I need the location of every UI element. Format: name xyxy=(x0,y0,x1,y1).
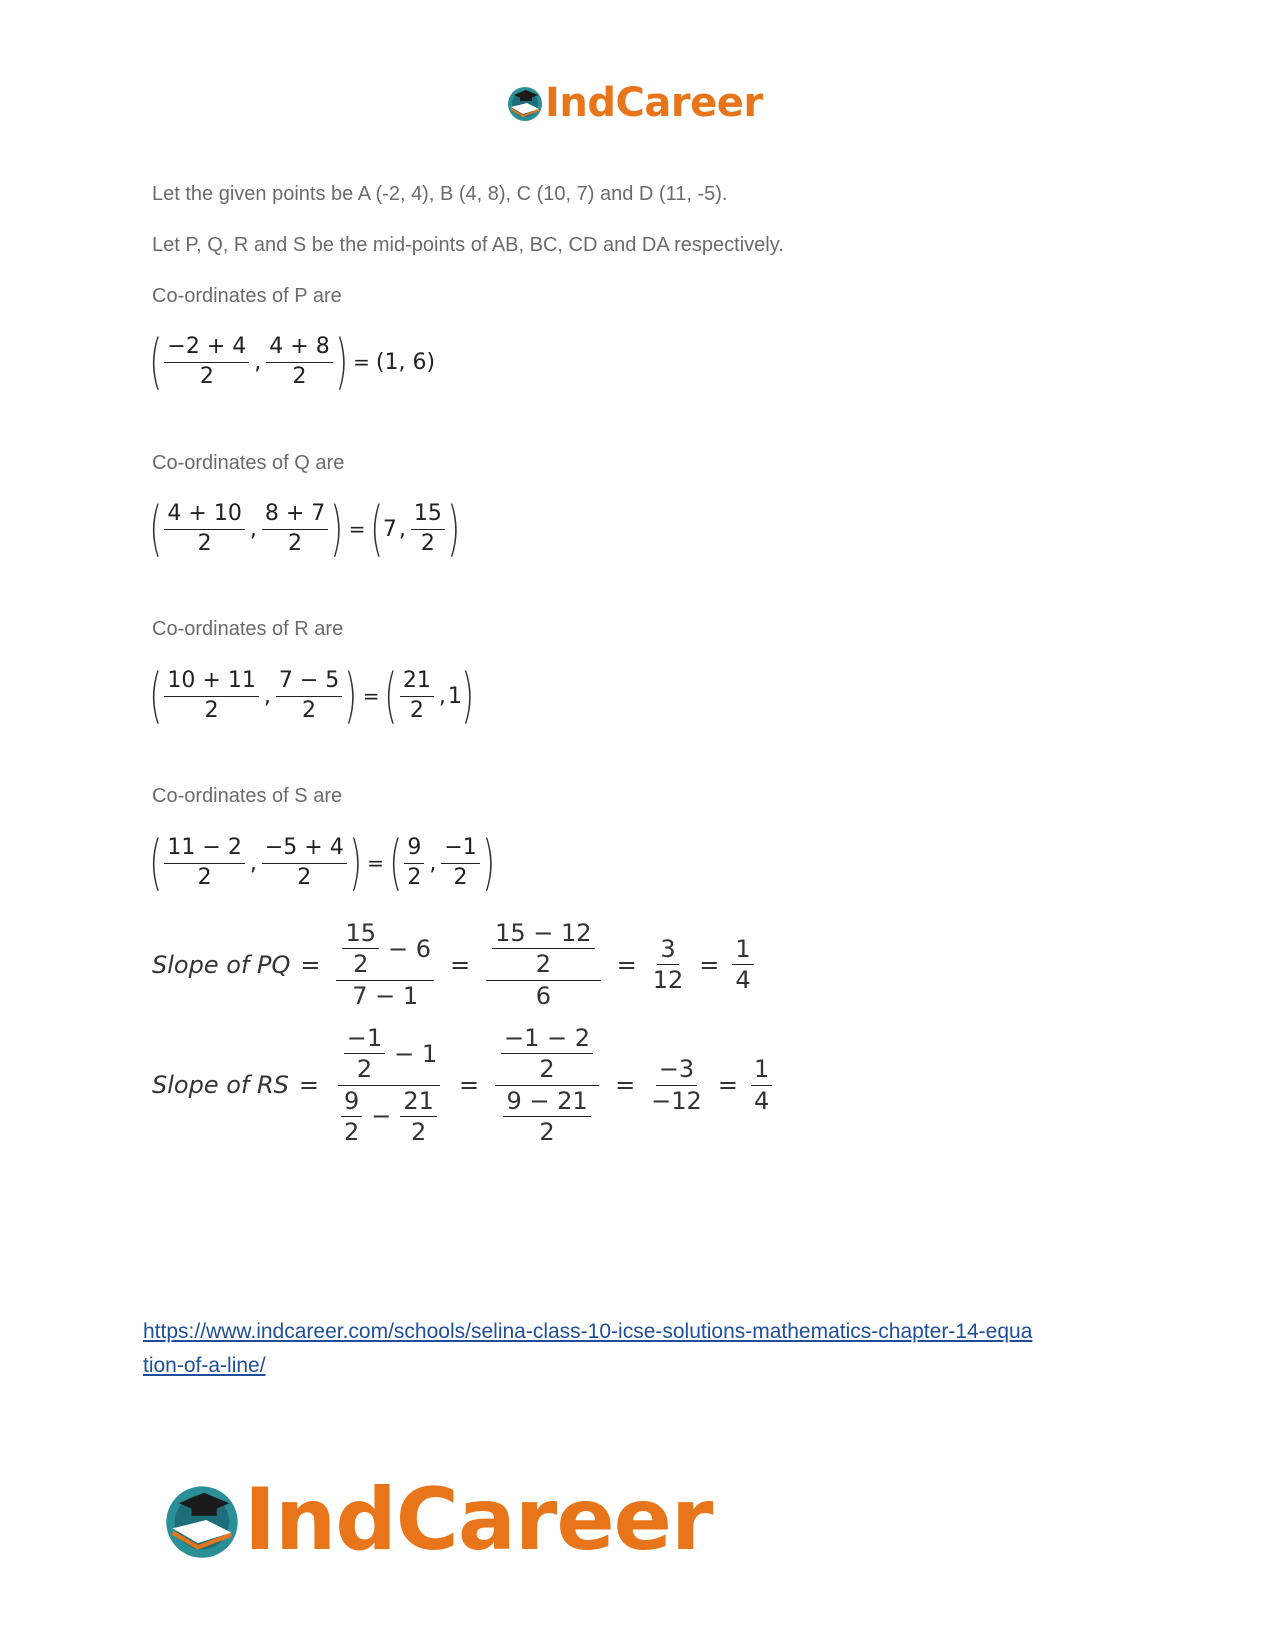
graduation-cap-book-icon xyxy=(160,1478,244,1562)
logo-text: IndCareer xyxy=(244,1470,713,1570)
source-link-line-2[interactable]: tion-of-a-line/ xyxy=(143,1354,266,1377)
slope-pq-equation: Slope of PQ = $\frac{15}{2}$ − 6 7 − 1 = $\frac{\frac{15 - 12}{2}}{6}$ = $\frac{3}{12}$ = $\frac{1}{4}$ xyxy=(152,920,757,1009)
graduation-cap-book-icon xyxy=(505,83,545,123)
q-result-x: 7 xyxy=(382,516,397,542)
slope-rs-label: Slope of RS xyxy=(152,1071,289,1100)
slope-rs-result: 1 xyxy=(751,1056,772,1085)
midpoint-p-equation: ( $\frac{-2 + 4}{2}$ , $\frac{4 + 8}{2}$ ) = (1, 6) xyxy=(149,327,436,397)
source-link-line-1[interactable]: https://www.indcareer.com/schools/selina-class-10-icse-solutions-mathematics-chapter-14-equa xyxy=(143,1320,1033,1343)
midpoint-q-equation: ( $\frac{4 + 10}{2}$ , $\frac{8 + 7}{2}$ ) = ( 7 , $\frac{15}{2}$ ) xyxy=(149,494,461,564)
footer-logo xyxy=(160,1470,712,1570)
midpoint-q-label: Co-ordinates of Q are xyxy=(152,452,345,474)
slope-pq-result: 1 xyxy=(732,936,753,965)
p-x-numerator: −2 + 4 xyxy=(164,335,249,362)
midpoint-s-equation: ( $\frac{11 - 2}{2}$ , $\frac{-5 + 4}{2}$ ) = ( $\frac{9}{2}$ , $\frac{-1}{2}$ ) xyxy=(149,828,495,898)
p-result: (1, 6) xyxy=(375,349,436,375)
intro-line-2: Let P, Q, R and S be the mid-points of AB, BC, CD and DA respectively. xyxy=(152,234,784,256)
midpoint-s-label: Co-ordinates of S are xyxy=(152,785,343,807)
header-logo xyxy=(505,80,763,126)
intro-line-1: Let the given points be A (-2, 4), B (4, 8), C (10, 7) and D (11, -5). xyxy=(152,183,728,205)
p-y-numerator: 4 + 8 xyxy=(266,335,332,362)
midpoint-r-equation: ( $\frac{10 + 11}{2}$ , $\frac{7 - 5}{2}$ ) = ( $\frac{21}{2}$ , 1 ) xyxy=(149,661,475,731)
slope-rs-equation: Slope of RS = $\frac{-1}{2}$ − 1 $\frac{9}{2}$ − $\frac{21}{2}$ = $\frac{\frac{-1 - 2}{2}}{\frac{9 - 21}{2}}$ = $\frac{-3}{-12}$ = $\frac{1}{4}$ xyxy=(152,1025,775,1146)
source-link[interactable] xyxy=(143,1315,1103,1383)
r-result-y: 1 xyxy=(447,683,462,709)
slope-pq-label: Slope of PQ xyxy=(152,950,291,979)
midpoint-p-label: Co-ordinates of P are xyxy=(152,285,342,307)
midpoint-r-label: Co-ordinates of R are xyxy=(152,618,344,640)
logo-text: IndCareer xyxy=(545,80,763,126)
